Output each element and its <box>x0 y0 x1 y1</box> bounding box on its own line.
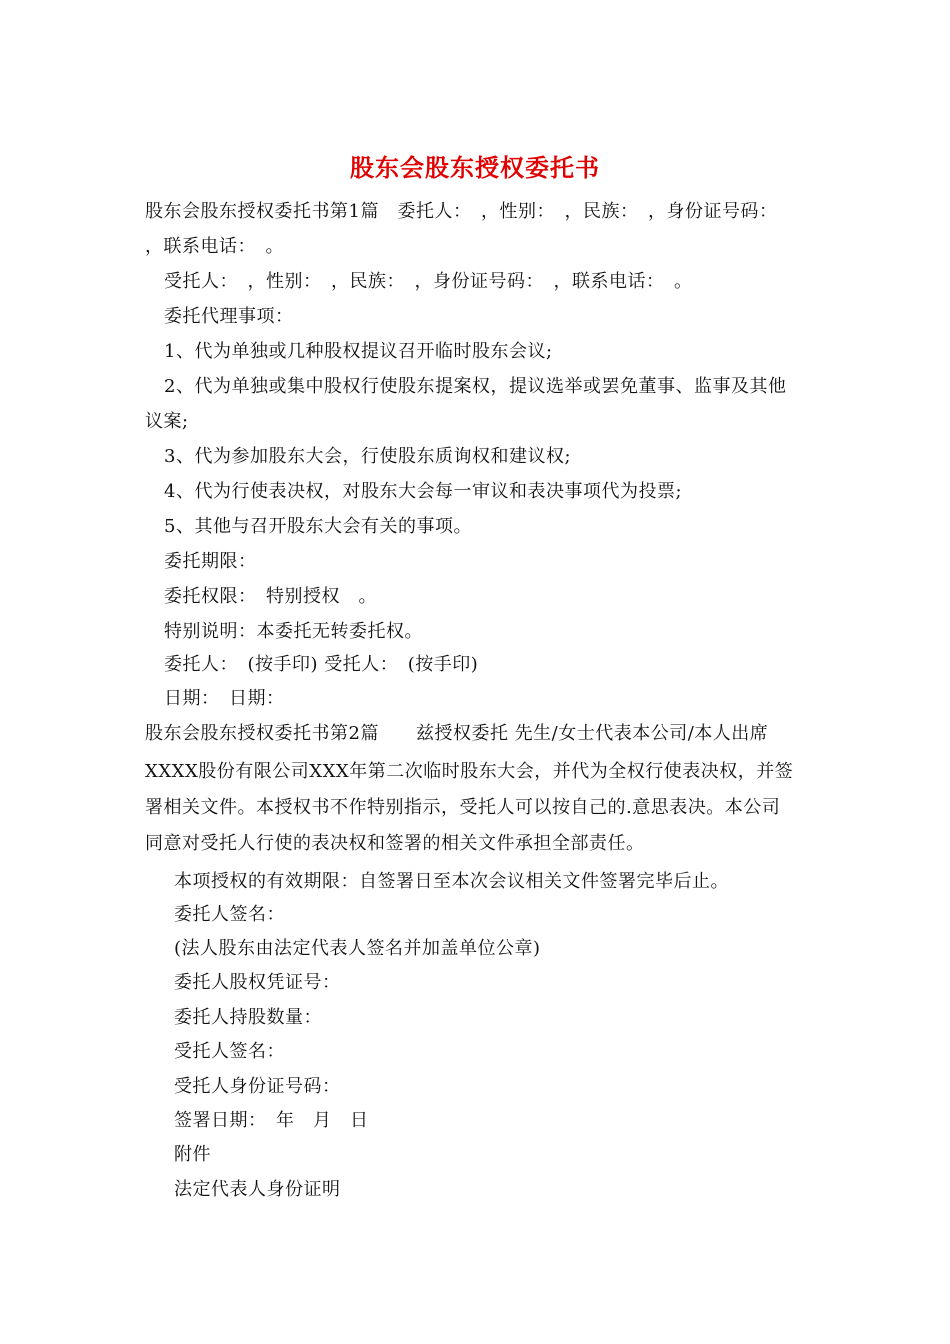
paragraph-line: 受托人身份证号码： <box>174 1076 341 1097</box>
paragraph-line: 委托期限： <box>164 551 257 572</box>
paragraph-line: 受托人： ，性别： ，民族： ，身份证号码： ，联系电话： 。 <box>164 271 693 292</box>
paragraph-line: ，联系电话： 。 <box>145 236 284 257</box>
paragraph-line: 1、代为单独或几种股权提议召开临时股东会议; <box>164 341 553 362</box>
paragraph-line: (法人股东由法定代表人签名并加盖单位公章) <box>174 938 541 959</box>
paragraph-line: 受托人签名： <box>174 1041 285 1062</box>
paragraph-line: 委托人： (按手印) 受托人： (按手印) <box>164 654 479 675</box>
paragraph-line: 议案; <box>145 411 189 432</box>
paragraph-line: 委托人股权凭证号： <box>174 972 341 993</box>
paragraph-line: 股东会股东授权委托书第1篇 委托人： ，性别： ，民族： ，身份证号码： <box>145 201 778 222</box>
paragraph-line: 股东会股东授权委托书第2篇 兹授权委托 先生/女士代表本公司/本人出席 <box>145 723 769 744</box>
paragraph-line: 本项授权的有效期限：自签署日至本次会议相关文件签署完毕后止。 <box>174 871 729 892</box>
paragraph-line: 委托人持股数量： <box>174 1007 322 1028</box>
paragraph-line: 署相关文件。本授权书不作特别指示，受托人可以按自己的.意思表决。本公司 <box>145 797 781 818</box>
paragraph-line: 委托权限： 特别授权 。 <box>164 586 377 607</box>
paragraph-line: 委托人签名： <box>174 904 285 925</box>
paragraph-line: 附件 <box>174 1144 211 1165</box>
document-title: 股东会股东授权委托书 <box>350 153 600 182</box>
paragraph-line: 委托代理事项： <box>164 306 294 327</box>
paragraph-line: XXXX股份有限公司XXX年第二次临时股东大会，并代为全权行使表决权，并签 <box>145 761 794 782</box>
paragraph-line: 5、其他与召开股东大会有关的事项。 <box>164 516 472 537</box>
paragraph-line: 法定代表人身份证明 <box>174 1179 341 1200</box>
paragraph-line: 签署日期： 年 月 日 <box>174 1110 369 1131</box>
paragraph-line: 2、代为单独或集中股权行使股东提案权，提议选举或罢免董事、监事及其他 <box>164 376 787 397</box>
paragraph-line: 特别说明：本委托无转委托权。 <box>164 621 423 642</box>
paragraph-line: 日期： 日期： <box>164 688 285 709</box>
paragraph-line: 3、代为参加股东大会，行使股东质询权和建议权; <box>164 446 572 467</box>
paragraph-line: 同意对受托人行使的表决权和签署的相关文件承担全部责任。 <box>145 833 645 854</box>
paragraph-line: 4、代为行使表决权，对股东大会每一审议和表决事项代为投票; <box>164 481 683 502</box>
